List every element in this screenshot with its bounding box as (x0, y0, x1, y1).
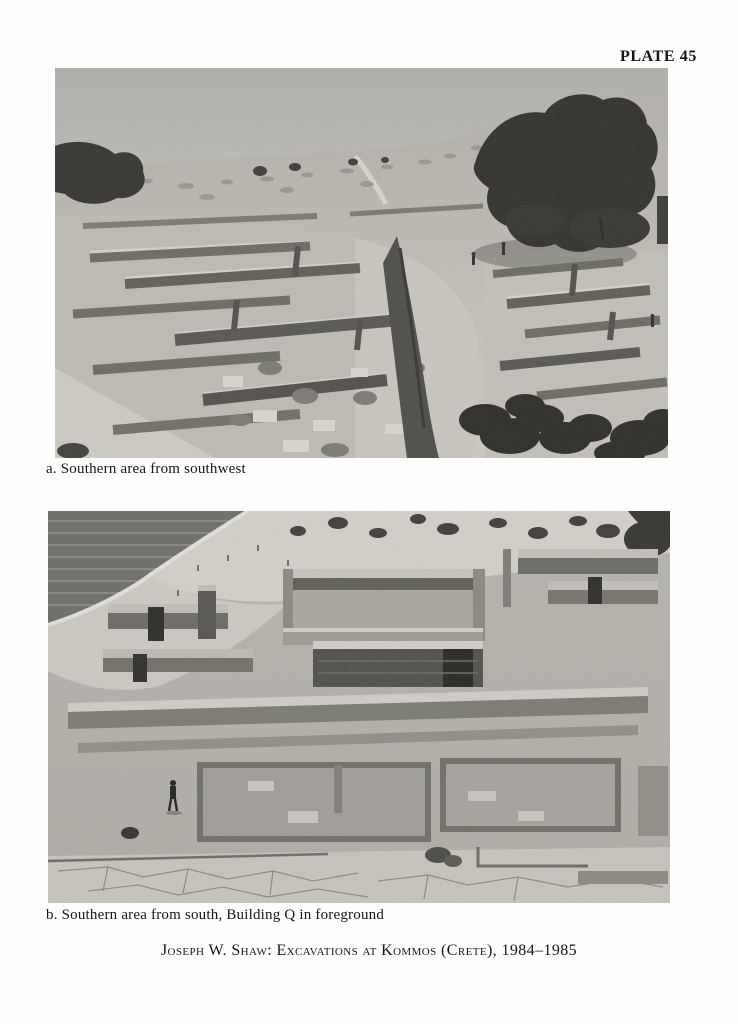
film-grain-overlay (55, 68, 668, 458)
photo-a-image (55, 68, 668, 458)
photo-a-excavation-from-southwest (55, 68, 668, 458)
plate-number-label: PLATE 45 (620, 48, 697, 65)
photo-b-image (48, 511, 670, 903)
figure-a-caption: a. Southern area from southwest (46, 461, 246, 477)
film-grain-overlay (48, 511, 670, 903)
plate-attribution: Joseph W. Shaw: Excavations at Kommos (Crete), 1984–1985 (160, 942, 578, 959)
photo-b-excavation-from-south (48, 511, 670, 903)
figure-b-caption: b. Southern area from south, Building Q in foreground (46, 907, 385, 923)
